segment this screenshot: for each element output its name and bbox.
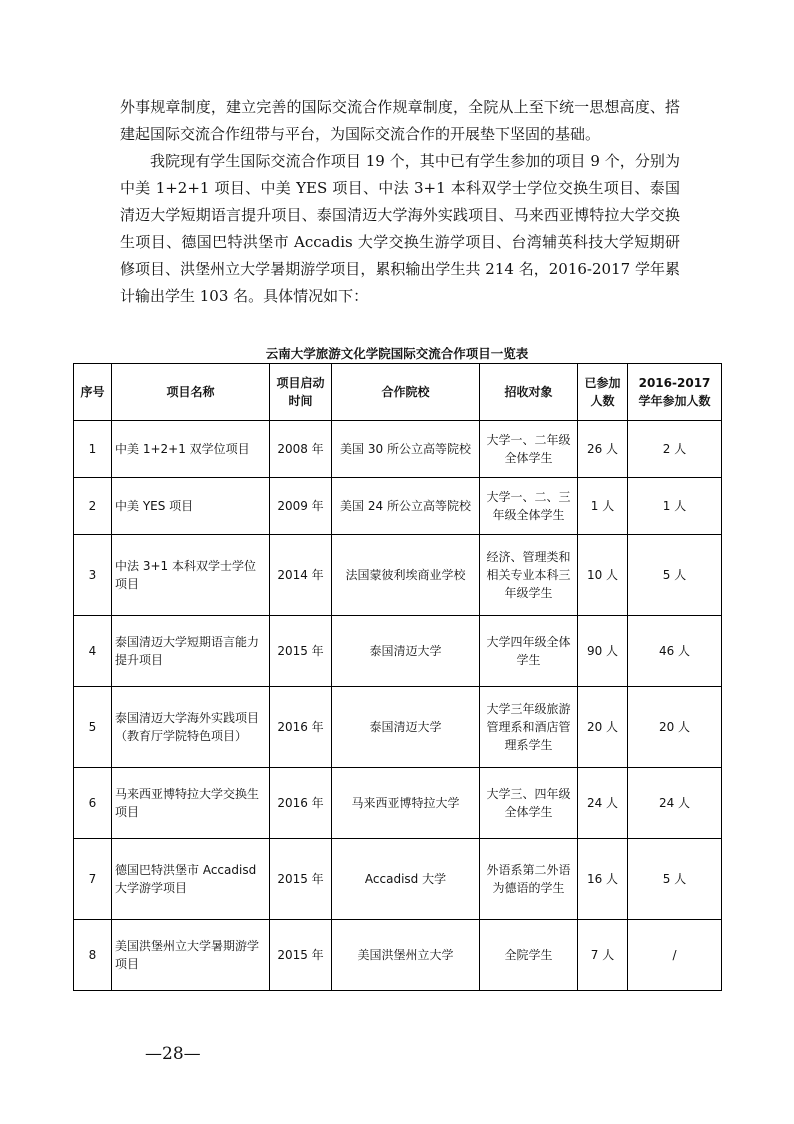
header-cell: 序号 bbox=[74, 364, 112, 421]
projects-table bbox=[73, 363, 722, 991]
cell-partner: 美国 30 所公立高等院校 bbox=[332, 421, 480, 478]
cell-target: 外语系第二外语为德语的学生 bbox=[480, 839, 578, 920]
cell-participants-year: 1 人 bbox=[628, 478, 722, 535]
cell-participants-year: 2 人 bbox=[628, 421, 722, 478]
cell-target: 全院学生 bbox=[480, 920, 578, 991]
table-row bbox=[74, 768, 722, 839]
cell-index: 6 bbox=[74, 768, 112, 839]
cell-participants-year: 5 人 bbox=[628, 839, 722, 920]
cell-participants: 16 人 bbox=[578, 839, 628, 920]
cell-participants: 1 人 bbox=[578, 478, 628, 535]
cell-target: 大学三年级旅游管理系和酒店管理系学生 bbox=[480, 687, 578, 768]
header-cell: 合作院校 bbox=[332, 364, 480, 421]
table-title: 云南大学旅游文化学院国际交流合作项目一览表 bbox=[265, 346, 529, 361]
cell-project-name: 泰国清迈大学短期语言能力提升项目 bbox=[112, 616, 270, 687]
cell-participants: 24 人 bbox=[578, 768, 628, 839]
cell-project-name: 泰国清迈大学海外实践项目（教育厅学院特色项目） bbox=[112, 687, 270, 768]
page-number: —28— bbox=[145, 1044, 201, 1064]
table-row bbox=[74, 687, 722, 768]
header-cell: 项目名称 bbox=[112, 364, 270, 421]
cell-project-name: 中法 3+1 本科双学士学位项目 bbox=[112, 535, 270, 616]
cell-partner: 马来西亚博特拉大学 bbox=[332, 768, 480, 839]
table-header-row bbox=[74, 364, 722, 421]
cell-index: 4 bbox=[74, 616, 112, 687]
paragraph-continued: 外事规章制度，建立完善的国际交流合作规章制度，全院从上至下统一思想高度、搭建起国际交流合作纽带与平台，为国际交流合作的开展垫下坚固的基础。 bbox=[120, 98, 680, 143]
cell-start-year: 2009 年 bbox=[270, 478, 332, 535]
table-row bbox=[74, 421, 722, 478]
cell-start-year: 2016 年 bbox=[270, 687, 332, 768]
cell-start-year: 2016 年 bbox=[270, 768, 332, 839]
table-row bbox=[74, 616, 722, 687]
table-row bbox=[74, 535, 722, 616]
table-row bbox=[74, 839, 722, 920]
cell-partner: 泰国清迈大学 bbox=[332, 616, 480, 687]
cell-start-year: 2015 年 bbox=[270, 839, 332, 920]
cell-participants-year: 46 人 bbox=[628, 616, 722, 687]
cell-participants: 7 人 bbox=[578, 920, 628, 991]
cell-participants: 26 人 bbox=[578, 421, 628, 478]
cell-partner: 泰国清迈大学 bbox=[332, 687, 480, 768]
cell-target: 大学三、四年级全体学生 bbox=[480, 768, 578, 839]
cell-participants: 90 人 bbox=[578, 616, 628, 687]
cell-target: 大学一、二年级全体学生 bbox=[480, 421, 578, 478]
cell-target: 大学四年级全体学生 bbox=[480, 616, 578, 687]
header-cell: 已参加人数 bbox=[578, 364, 628, 421]
cell-project-name: 马来西亚博特拉大学交换生项目 bbox=[112, 768, 270, 839]
cell-index: 3 bbox=[74, 535, 112, 616]
cell-participants: 20 人 bbox=[578, 687, 628, 768]
cell-partner: 美国 24 所公立高等院校 bbox=[332, 478, 480, 535]
cell-participants-year: / bbox=[628, 920, 722, 991]
cell-partner: 法国蒙彼利埃商业学校 bbox=[332, 535, 480, 616]
cell-start-year: 2014 年 bbox=[270, 535, 332, 616]
cell-target: 大学一、二、三年级全体学生 bbox=[480, 478, 578, 535]
cell-index: 2 bbox=[74, 478, 112, 535]
header-cell: 2016-2017 学年参加人数 bbox=[628, 364, 722, 421]
cell-project-name: 中美 1+2+1 双学位项目 bbox=[112, 421, 270, 478]
cell-index: 5 bbox=[74, 687, 112, 768]
table-row bbox=[74, 478, 722, 535]
paragraph-projects-summary: 我院现有学生国际交流合作项目 19 个，其中已有学生参加的项目 9 个，分别为中美 1+2+1 项目、中美 YES 项目、中法 3+1 本科双学士学位交换生项目、泰国清迈大学短期语言提升项目、泰国清迈大学海外实践项目、马来西亚博特拉大学交换生项目、德国巴特洪堡市 Accadis 大学交换生游学项目、台湾辅英科技大学短期研修项目、洪堡州立大学暑期游学项目，累积输出学生共 214 名，2016-2017 学年累计输出学生 103 名。具体情况如下： bbox=[120, 152, 680, 305]
cell-project-name: 德国巴特洪堡市 Accadisd 大学游学项目 bbox=[112, 839, 270, 920]
cell-start-year: 2015 年 bbox=[270, 616, 332, 687]
cell-partner: 美国洪堡州立大学 bbox=[332, 920, 480, 991]
cell-participants-year: 24 人 bbox=[628, 768, 722, 839]
cell-start-year: 2015 年 bbox=[270, 920, 332, 991]
cell-start-year: 2008 年 bbox=[270, 421, 332, 478]
cell-index: 1 bbox=[74, 421, 112, 478]
cell-participants: 10 人 bbox=[578, 535, 628, 616]
header-cell: 项目启动时间 bbox=[270, 364, 332, 421]
cell-index: 7 bbox=[74, 839, 112, 920]
header-cell: 招收对象 bbox=[480, 364, 578, 421]
cell-project-name: 中美 YES 项目 bbox=[112, 478, 270, 535]
cell-index: 8 bbox=[74, 920, 112, 991]
cell-project-name: 美国洪堡州立大学暑期游学项目 bbox=[112, 920, 270, 991]
cell-target: 经济、管理类和相关专业本科三年级学生 bbox=[480, 535, 578, 616]
cell-participants-year: 20 人 bbox=[628, 687, 722, 768]
cell-participants-year: 5 人 bbox=[628, 535, 722, 616]
table-row bbox=[74, 920, 722, 991]
cell-partner: Accadisd 大学 bbox=[332, 839, 480, 920]
